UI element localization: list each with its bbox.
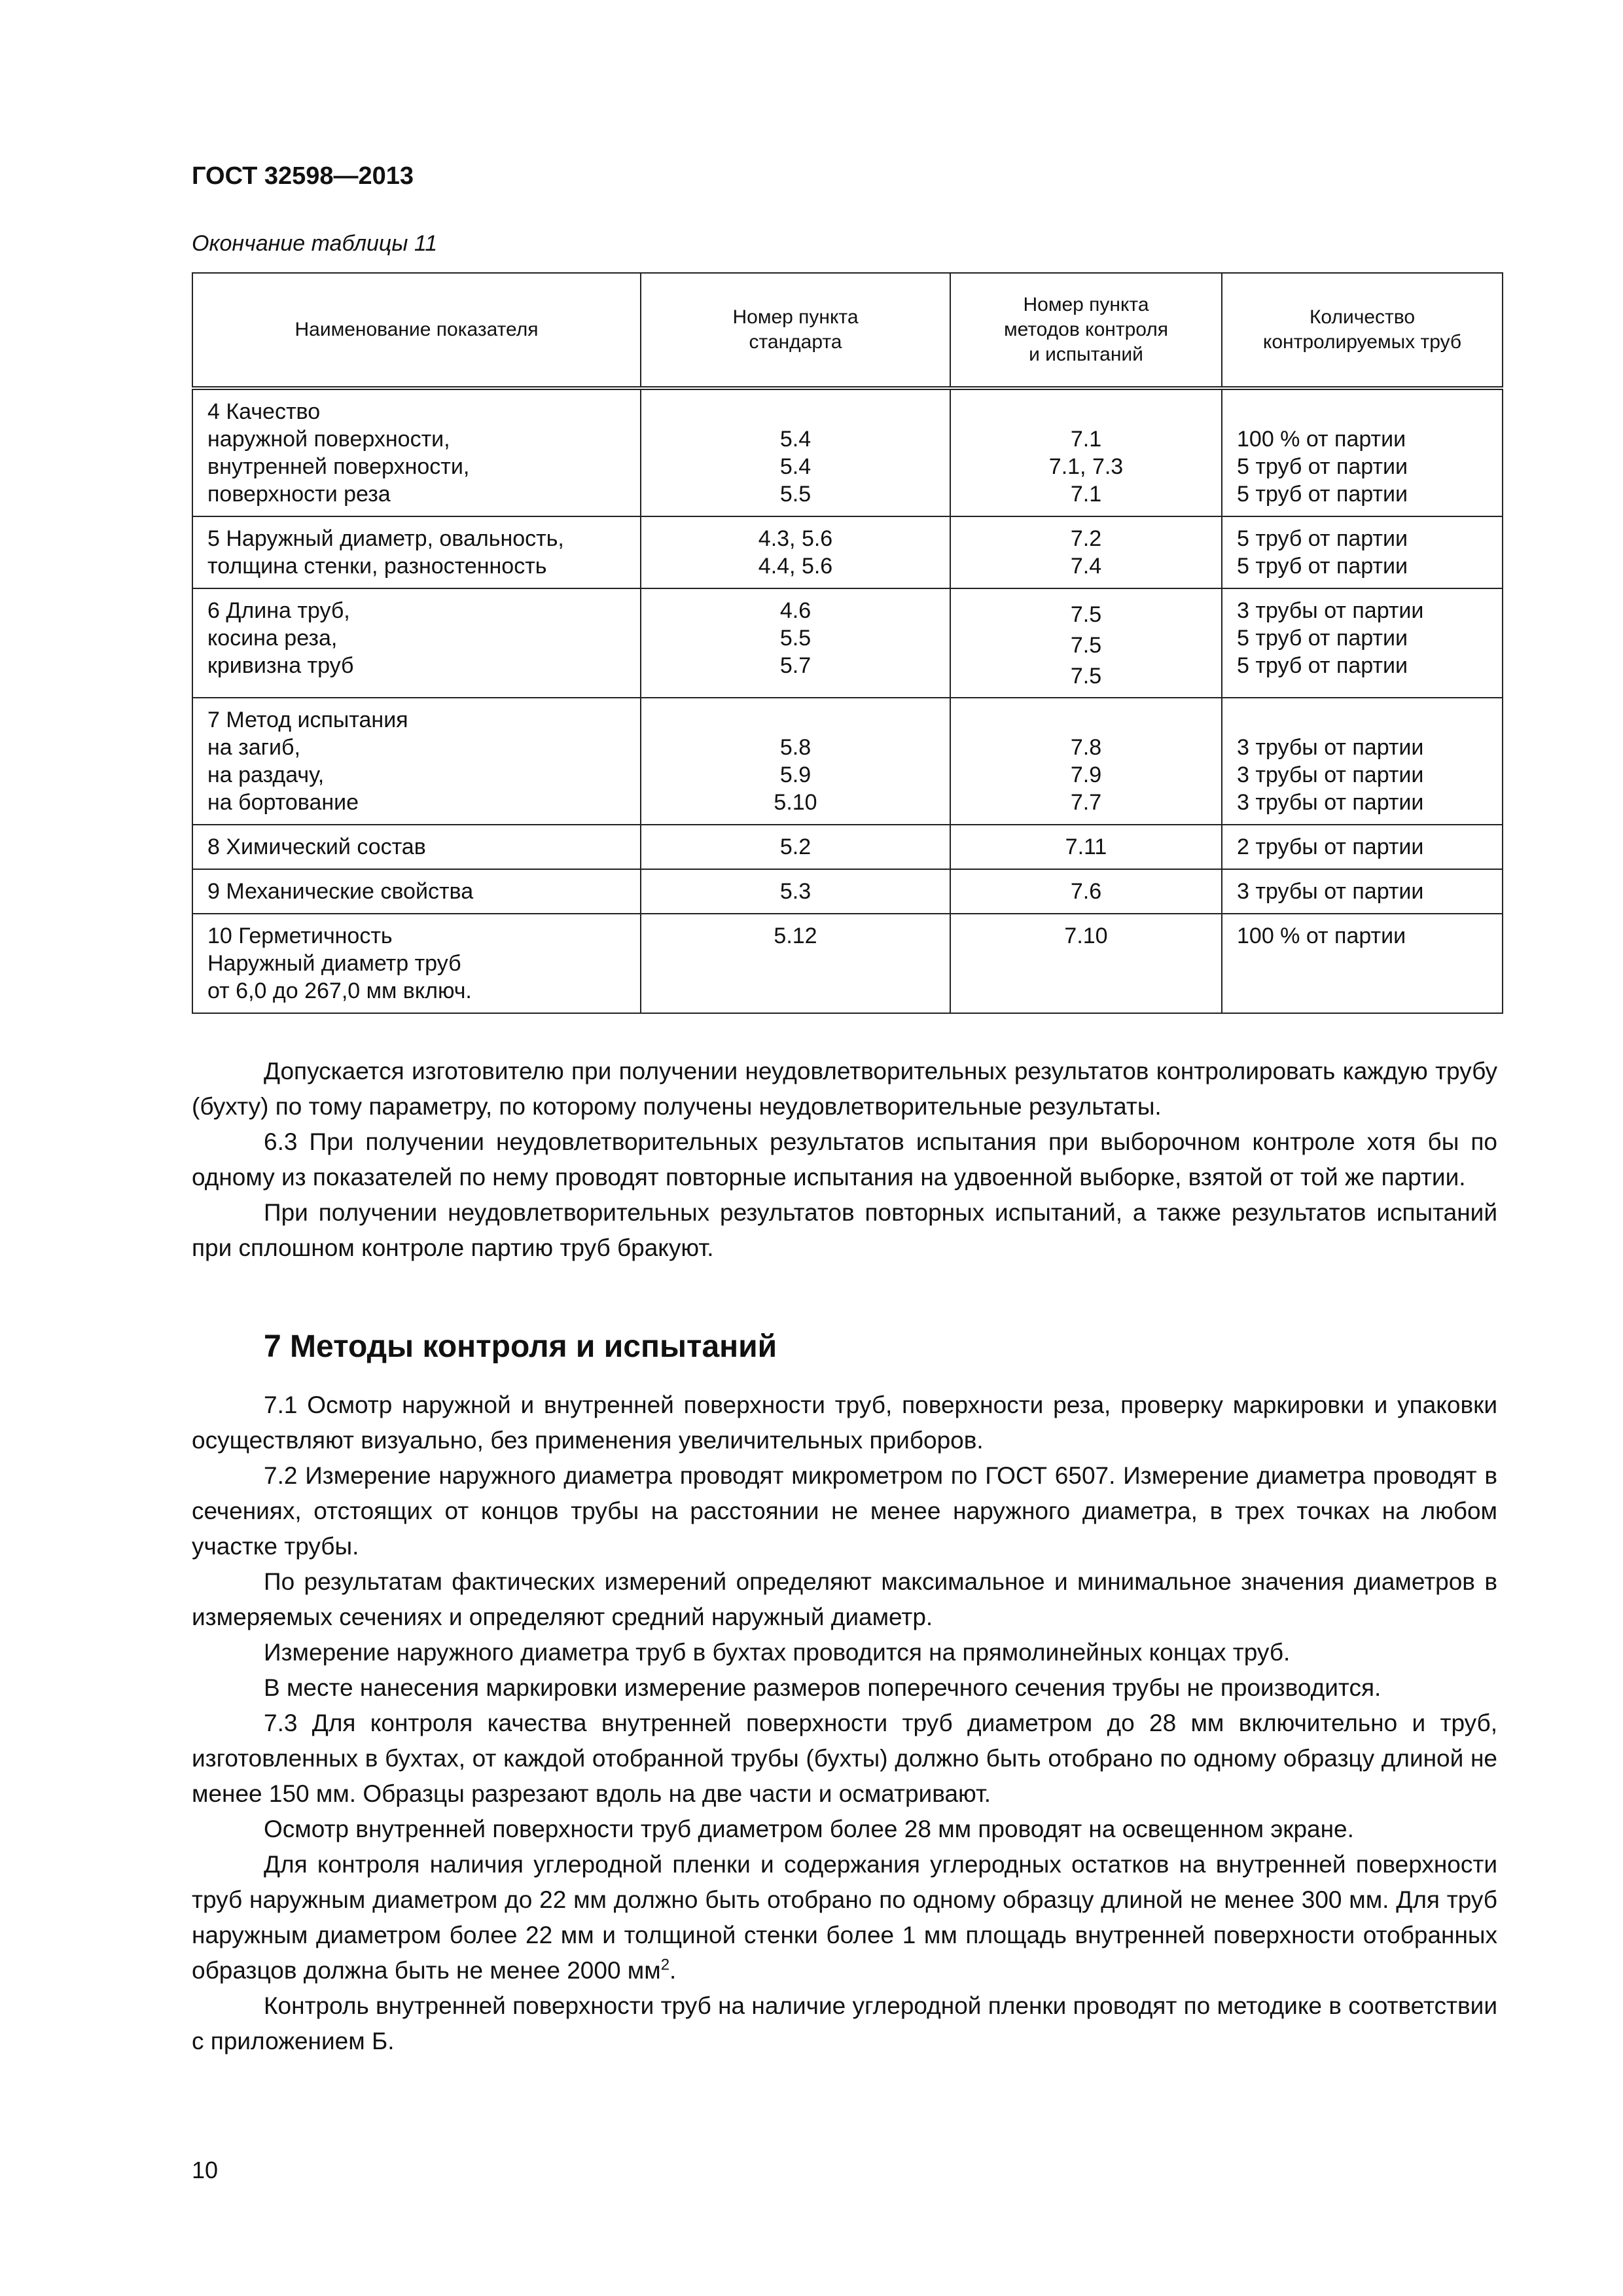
header-text: методов контроля	[1003, 319, 1169, 340]
header-text: Номер пункта	[1023, 294, 1149, 315]
cell-text: 5.4	[779, 454, 812, 479]
paragraph: 7.3 Для контроля качества внутренней поверхности труб диаметром до 28 мм включительно и труб, изготовленных в бухтах, от каждой отобранной трубы (бухты) должно быть отобрано по одному образцу длиной не менее 150 мм. Образцы разрезают вдоль на две части и осматривают.	[192, 1710, 1497, 1807]
method-clause-cell	[950, 588, 1222, 698]
indicator-cell	[192, 588, 641, 698]
cell-text: наружной поверхности,	[207, 427, 450, 452]
column-header	[950, 273, 1222, 388]
cell-text: 2 трубы от партии	[1237, 834, 1424, 859]
cell-text: 5.10	[774, 790, 817, 815]
cell-text: 7.1	[1070, 427, 1102, 452]
paragraph: Измерение наружного диаметра труб в бухтах проводится на прямолинейных концах труб.	[264, 1639, 1291, 1666]
text-block-quality-control	[192, 1054, 1497, 1266]
cell-text: 7.9	[1070, 762, 1102, 787]
cell-text: 100 % от партии	[1237, 924, 1406, 948]
quantity-cell	[1222, 516, 1503, 588]
cell-text: поверхности реза	[207, 482, 391, 507]
table-row	[192, 825, 1503, 869]
cell-text: 3 трубы от партии	[1237, 879, 1424, 904]
paragraph: Осмотр внутренней поверхности труб диаметром более 28 мм проводят на освещенном экране.	[264, 1816, 1354, 1842]
header-text: Количество	[1309, 306, 1416, 328]
quantity-cell	[1222, 588, 1503, 698]
cell-text: 7.5	[1070, 664, 1102, 689]
paragraph: В месте нанесения маркировки измерение размеров поперечного сечения трубы не производится.	[264, 1674, 1382, 1701]
header-text: Номер пункта	[732, 306, 859, 328]
cell-text: 4.4, 5.6	[758, 554, 833, 579]
method-clause-cell	[950, 516, 1222, 588]
indicator-cell	[192, 869, 641, 914]
cell-text: 7.7	[1070, 790, 1102, 815]
table-row	[192, 869, 1503, 914]
cell-text: внутренней поверхности,	[207, 454, 470, 479]
cell-text: 7.5	[1070, 633, 1102, 658]
cell-text: Наружный диаметр труб	[207, 951, 461, 976]
cell-text: от 6,0 до 267,0 мм включ.	[207, 978, 472, 1003]
cell-text: 6 Длина труб,	[207, 598, 350, 623]
column-header	[1222, 273, 1503, 388]
cell-text: 7.1, 7.3	[1048, 454, 1124, 479]
paragraph-text: Для контроля наличия углеродной пленки и содержания углеродных остатков на внутренней поверхности труб наружным диаметром до 22 мм должно быть отобрано по одному образцу длиной не менее 300 мм. Для труб наружным диаметром более 22 мм и толщиной стенки более 1 мм площадь внутренней поверхности отобранных образцов должна быть не менее 2000 мм	[192, 1851, 1497, 1984]
header-text: контролируемых труб	[1262, 331, 1462, 353]
section-heading: 7 Методы контроля и испытаний	[264, 1329, 777, 1364]
paragraph: 7.1 Осмотр наружной и внутренней поверхности труб, поверхности реза, проверку маркировки и упаковки осуществляют визуально, без применения увеличительных приборов.	[192, 1391, 1497, 1454]
indicator-cell	[192, 516, 641, 588]
cell-text: 4.3, 5.6	[758, 526, 833, 551]
indicator-cell	[192, 825, 641, 869]
cell-text: 5.2	[779, 834, 812, 859]
table-caption: Окончание таблицы 11	[192, 231, 438, 256]
quantity-cell	[1222, 914, 1503, 1013]
header-text: стандарта	[749, 331, 842, 353]
cell-text: 7.2	[1070, 526, 1102, 551]
cell-text: 5 Наружный диаметр, овальность,	[207, 526, 564, 551]
cell-text: 5.3	[779, 879, 812, 904]
cell-text: 5.5	[779, 626, 812, 651]
paragraph: Допускается изготовителю при получении неудовлетворительных результатов контролировать каждую трубу (бухту) по тому параметру, по которому получены неудовлетворительные результаты.	[192, 1058, 1497, 1120]
cell-text: 5.12	[774, 924, 817, 948]
cell-text: 100 % от партии	[1237, 427, 1406, 452]
cell-text: кривизна труб	[207, 653, 354, 678]
cell-text: 7.10	[1064, 924, 1108, 948]
standard-clause-cell	[641, 825, 950, 869]
cell-text: 5.4	[779, 427, 812, 452]
quantity-cell	[1222, 869, 1503, 914]
standard-clause-cell	[641, 869, 950, 914]
cell-text: 3 трубы от партии	[1237, 790, 1424, 815]
paragraph: При получении неудовлетворительных результатов повторных испытаний, а также результатов испытаний при сплошном контроле партию труб бракуют.	[192, 1199, 1497, 1261]
standard-clause-cell	[641, 388, 950, 516]
superscript: 2	[660, 1956, 670, 1974]
cell-text: на бортование	[207, 790, 359, 815]
cell-text: 3 трубы от партии	[1237, 598, 1424, 623]
paragraph	[192, 1847, 1497, 1988]
cell-text: толщина стенки, разностенность	[207, 554, 547, 579]
text-block-test-methods	[192, 1388, 1497, 2059]
cell-text: 5 труб от партии	[1237, 482, 1408, 507]
cell-text: 7.1	[1070, 482, 1102, 507]
cell-text: 10 Герметичность	[207, 924, 393, 948]
indicator-cell	[192, 388, 641, 516]
paragraph-end: .	[669, 1957, 677, 1984]
cell-text: 5 труб от партии	[1237, 653, 1408, 678]
method-clause-cell	[950, 388, 1222, 516]
paragraph: 7.2 Измерение наружного диаметра проводят микрометром по ГОСТ 6507. Измерение диаметра проводят в сечениях, отстоящих от концов трубы на расстоянии не менее наружного диаметра, в трех точках на любом участке трубы.	[192, 1462, 1497, 1560]
cell-text: 5 труб от партии	[1237, 526, 1408, 551]
table-row	[192, 588, 1503, 698]
indicator-cell	[192, 698, 641, 825]
standard-clause-cell	[641, 698, 950, 825]
method-clause-cell	[950, 869, 1222, 914]
standard-clause-cell	[641, 516, 950, 588]
cell-text: 7.4	[1070, 554, 1102, 579]
method-clause-cell	[950, 825, 1222, 869]
column-header	[192, 273, 641, 388]
cell-text: 4 Качество	[207, 399, 321, 424]
cell-text: 9 Механические свойства	[207, 879, 474, 904]
table-header-row	[192, 273, 1503, 388]
cell-text: на раздачу,	[207, 762, 325, 787]
cell-text: 7.11	[1065, 834, 1107, 859]
method-clause-cell	[950, 914, 1222, 1013]
cell-text: 5 труб от партии	[1237, 626, 1408, 651]
standard-clause-cell	[641, 914, 950, 1013]
cell-text: косина реза,	[207, 626, 338, 651]
cell-text: 3 трубы от партии	[1237, 735, 1424, 760]
table-row	[192, 698, 1503, 825]
cell-text: 7.6	[1070, 879, 1102, 904]
header-text: и испытаний	[1029, 344, 1143, 365]
quantity-cell	[1222, 698, 1503, 825]
quantity-cell	[1222, 388, 1503, 516]
cell-text: 8 Химический состав	[207, 834, 426, 859]
paragraph: По результатам фактических измерений определяют максимальное и минимальное значения диаметров в измеряемых сечениях и определяют средний наружный диаметр.	[192, 1568, 1497, 1630]
table-row	[192, 388, 1503, 516]
paragraph: 6.3 При получении неудовлетворительных результатов испытания при выборочном контроле хотя бы по одному из показателей по нему проводят повторные испытания на удвоенной выборке, взятой от той же партии.	[192, 1128, 1497, 1191]
standard-clause-cell	[641, 588, 950, 698]
cell-text: 5.7	[779, 653, 812, 678]
cell-text: 7 Метод испытания	[207, 708, 408, 732]
cell-text: 4.6	[779, 598, 812, 623]
page-number: 10	[192, 2157, 219, 2183]
paragraph: Контроль внутренней поверхности труб на наличие углеродной пленки проводят по методике в соответствии с приложением Б.	[192, 1992, 1497, 2054]
cell-text: 5.8	[779, 735, 812, 760]
cell-text: 3 трубы от партии	[1237, 762, 1424, 787]
cell-text: 5 труб от партии	[1237, 554, 1408, 579]
specification-table	[192, 272, 1503, 1014]
quantity-cell	[1222, 825, 1503, 869]
table-row	[192, 516, 1503, 588]
cell-text: 7.8	[1070, 735, 1102, 760]
cell-text: на загиб,	[207, 735, 300, 760]
cell-text: 5.9	[779, 762, 812, 787]
document-code: ГОСТ 32598—2013	[192, 162, 414, 190]
cell-text: 5.5	[779, 482, 812, 507]
column-header	[641, 273, 950, 388]
cell-text: 5 труб от партии	[1237, 454, 1408, 479]
header-text: Наименование показателя	[294, 319, 539, 340]
cell-text: 7.5	[1070, 602, 1102, 627]
method-clause-cell	[950, 698, 1222, 825]
indicator-cell	[192, 914, 641, 1013]
table-row	[192, 914, 1503, 1013]
